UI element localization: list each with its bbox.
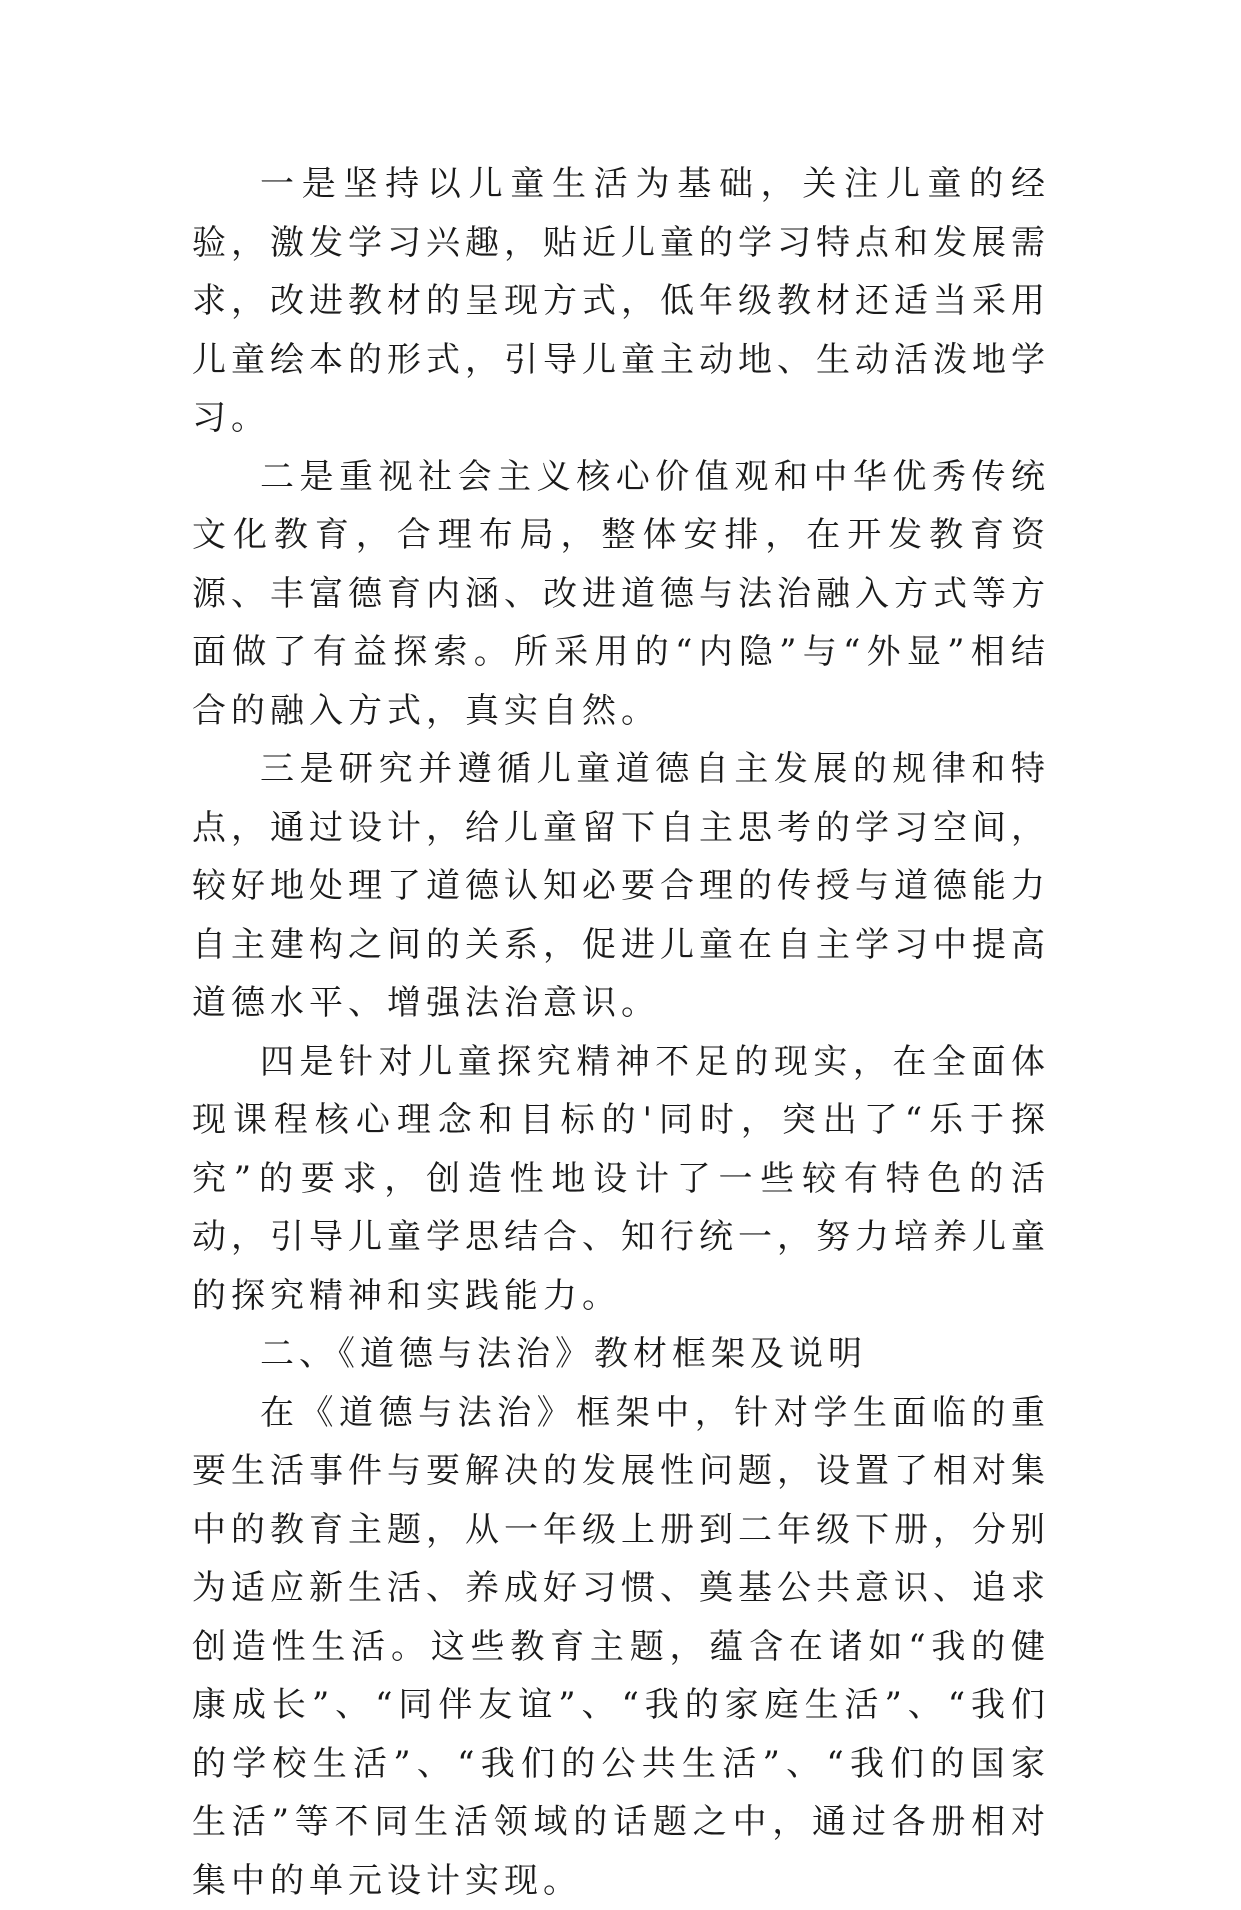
paragraph-point-three: 三是研究并遵循儿童道德自主发展的规律和特点，通过设计，给儿童留下自主思考的学习空间，较好地处理了道德认知必要合理的传授与道德能力自主建构之间的关系，促进儿童在自主学习中提高道德水平、增强法治意识。 — [192, 740, 1050, 1033]
paragraph-framework: 在《道德与法治》框架中，针对学生面临的重要生活事件与要解决的发展性问题，设置了相对集中的教育主题，从一年级上册到二年级下册，分别为适应新生活、养成好习惯、奠基公共意识、追求创造性生活。这些教育主题，蕴含在诸如“我的健康成长”、“同伴友谊”、“我的家庭生活”、“我们的学校生活”、“我们的公共生活”、“我们的国家生活”等不同生活领域的话题之中，通过各册相对集中的单元设计实现。 — [192, 1384, 1050, 1910]
paragraph-point-one: 一是坚持以儿童生活为基础，关注儿童的经验，激发学习兴趣，贴近儿童的学习特点和发展需求，改进教材的呈现方式，低年级教材还适当采用儿童绘本的形式，引导儿童主动地、生动活泼地学习。 — [192, 155, 1050, 448]
paragraph-point-four: 四是针对儿童探究精神不足的现实，在全面体现课程核心理念和目标的'同时，突出了“乐于探究”的要求，创造性地设计了一些较有特色的活动，引导儿童学思结合、知行统一，努力培养儿童的探究精神和实践能力。 — [192, 1033, 1050, 1326]
paragraph-point-two: 二是重视社会主义核心价值观和中华优秀传统文化教育，合理布局，整体安排，在开发教育资源、丰富德育内涵、改进道德与法治融入方式等方面做了有益探索。所采用的“内隐”与“外显”相结合的融入方式，真实自然。 — [192, 448, 1050, 741]
section-heading: 二、《道德与法治》教材框架及说明 — [192, 1325, 1050, 1384]
document-body — [192, 155, 1050, 1910]
